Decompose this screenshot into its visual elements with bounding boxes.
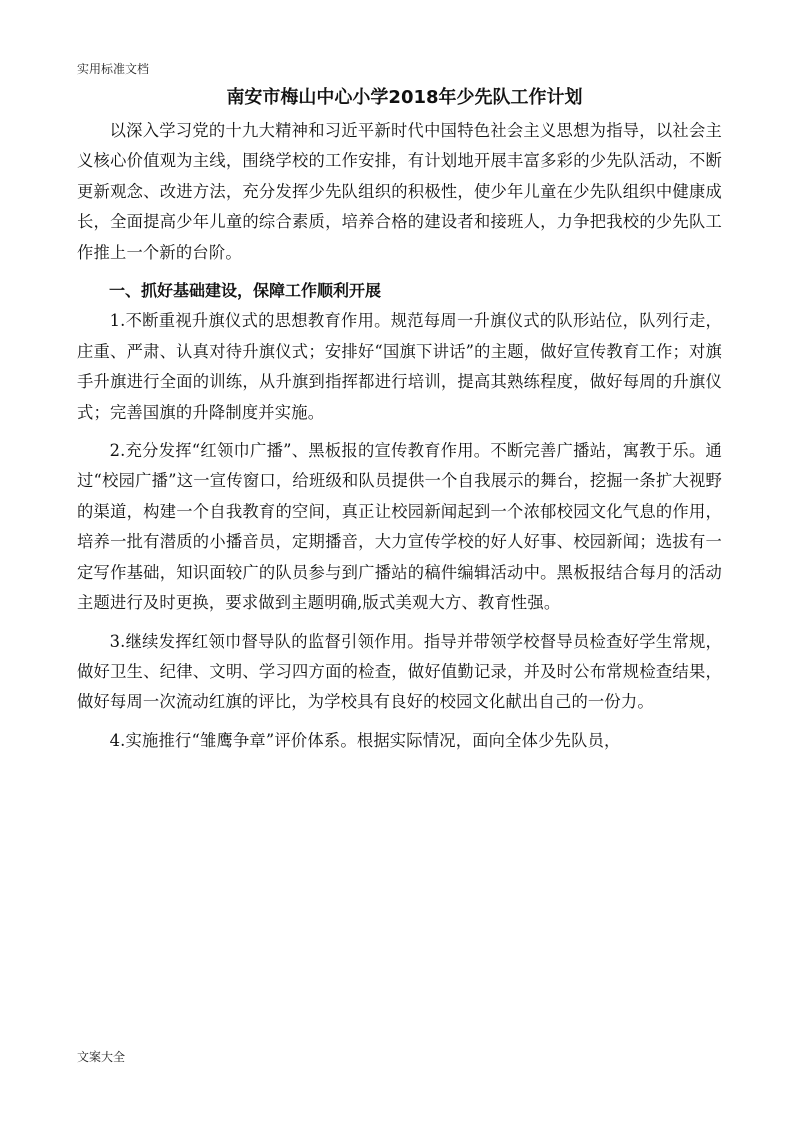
item-paragraph-1: 1.不断重视升旗仪式的思想教育作用。规范每周一升旗仪式的队形站位，队列行走，庄重、严肃、认真对待升旗仪式；安排好“国旗下讲话”的主题，做好宣传教育工作；对旗手升旗进行全面的训练，从升旗到指挥都进行培训，提高其熟练程度，做好每周的升旗仪式；完善国旗的升降制度并实施。 bbox=[77, 311, 722, 422]
document-body bbox=[77, 80, 722, 756]
section-heading-1: 一、抓好基础建设，保障工作顺利开展 bbox=[109, 281, 382, 301]
page-header-label: 实用标准文档 bbox=[77, 62, 150, 76]
page-footer-label: 文案大全 bbox=[77, 1050, 126, 1064]
item-paragraph-4: 4.实施推行“雏鹰争章”评价体系。根据实际情况，面向全体少先队员， bbox=[109, 730, 621, 750]
document-title: 南安市梅山中心小学2018年少先队工作计划 bbox=[226, 87, 583, 108]
intro-paragraph: 以深入学习党的十九大精神和习近平新时代中国特色社会主义思想为指导，以社会主义核心价值观为主线，围绕学校的工作安排，有计划地开展丰富多彩的少先队活动，不断更新观念、改进方法，充分发挥少先队组织的积极性，使少年儿童在少先队组织中健康成长，全面提高少年儿童的综合素质，培养合格的建设者和接班人，力争把我校的少先队工作推上一个新的台阶。 bbox=[77, 121, 722, 262]
item-paragraph-2: 2.充分发挥“红领巾广播”、黑板报的宣传教育作用。不断完善广播站，寓教于乐。通过“校园广播”这一宣传窗口，给班级和队员提供一个自我展示的舞台，挖掘一条扩大视野的渠道，构建一个自我教育的空间，真正让校园新闻起到一个浓郁校园文化气息的作用，培养一批有潜质的小播音员，定期播音，大力宣传学校的好人好事、校园新闻；选拔有一定写作基础，知识面较广的队员参与到广播站的稿件编辑活动中。黑板报结合每月的活动主题进行及时更换，要求做到主题明确,版式美观大方、教育性强。 bbox=[77, 441, 722, 613]
item-paragraph-3: 3.继续发挥红领巾督导队的监督引领作用。指导并带领学校督导员检查好学生常规，做好卫生、纪律、文明、学习四方面的检查，做好值勤记录，并及时公布常规检查结果，做好每周一次流动红旗的评比，为学校具有良好的校园文化献出自己的一份力。 bbox=[77, 631, 722, 712]
